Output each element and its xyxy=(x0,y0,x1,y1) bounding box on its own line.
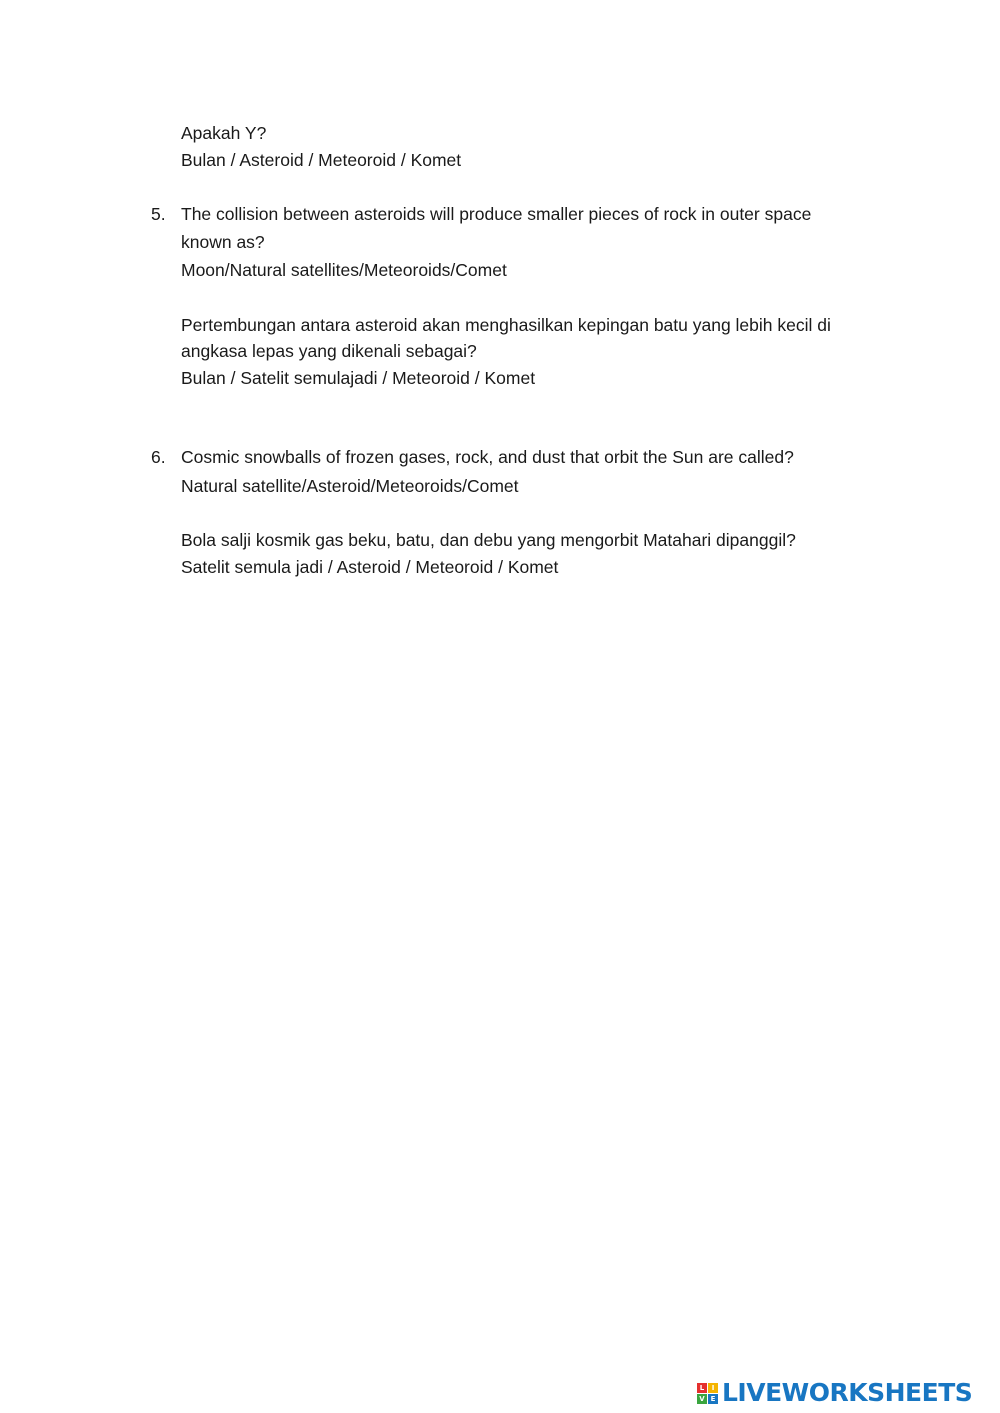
question-4-text-ms: Apakah Y? xyxy=(181,123,267,143)
question-4-options-ms: Bulan / Asteroid / Meteoroid / Komet xyxy=(181,150,462,170)
question-5-options-ms: Bulan / Satelit semulajadi / Meteoroid / Komet xyxy=(181,368,536,388)
question-5-text-en-line2: known as? xyxy=(181,232,265,252)
question-6-number: 6. xyxy=(151,447,166,467)
question-5-text-ms-line1: Pertembungan antara asteroid akan menghasilkan kepingan batu yang lebih kecil di xyxy=(181,315,831,335)
question-5-text-ms-line2: angkasa lepas yang dikenali sebagai? xyxy=(181,341,477,361)
question-6-text-ms-line1: Bola salji kosmik gas beku, batu, dan debu yang mengorbit Matahari dipanggil? xyxy=(181,530,796,550)
liveworksheets-logo-mark-icon xyxy=(697,1383,718,1404)
question-6-options-en: Natural satellite/Asteroid/Meteoroids/Comet xyxy=(181,476,519,496)
liveworksheets-logo[interactable] xyxy=(697,1378,972,1408)
logo-mark-tile-v: V xyxy=(697,1394,707,1404)
logo-mark-tile-i: I xyxy=(708,1383,718,1393)
question-5-options-en: Moon/Natural satellites/Meteoroids/Comet xyxy=(181,260,507,280)
liveworksheets-logo-text: LIVEWORKSHEETS xyxy=(722,1378,973,1407)
question-6-options-ms: Satelit semula jadi / Asteroid / Meteoroid / Komet xyxy=(181,557,559,577)
question-5-text-en-line1: The collision between asteroids will produce smaller pieces of rock in outer space xyxy=(181,204,812,224)
question-5-number: 5. xyxy=(151,204,166,224)
logo-mark-tile-l: L xyxy=(697,1383,707,1393)
logo-mark-tile-e: E xyxy=(708,1394,718,1404)
question-6-text-en-line1: Cosmic snowballs of frozen gases, rock, and dust that orbit the Sun are called? xyxy=(181,447,794,467)
